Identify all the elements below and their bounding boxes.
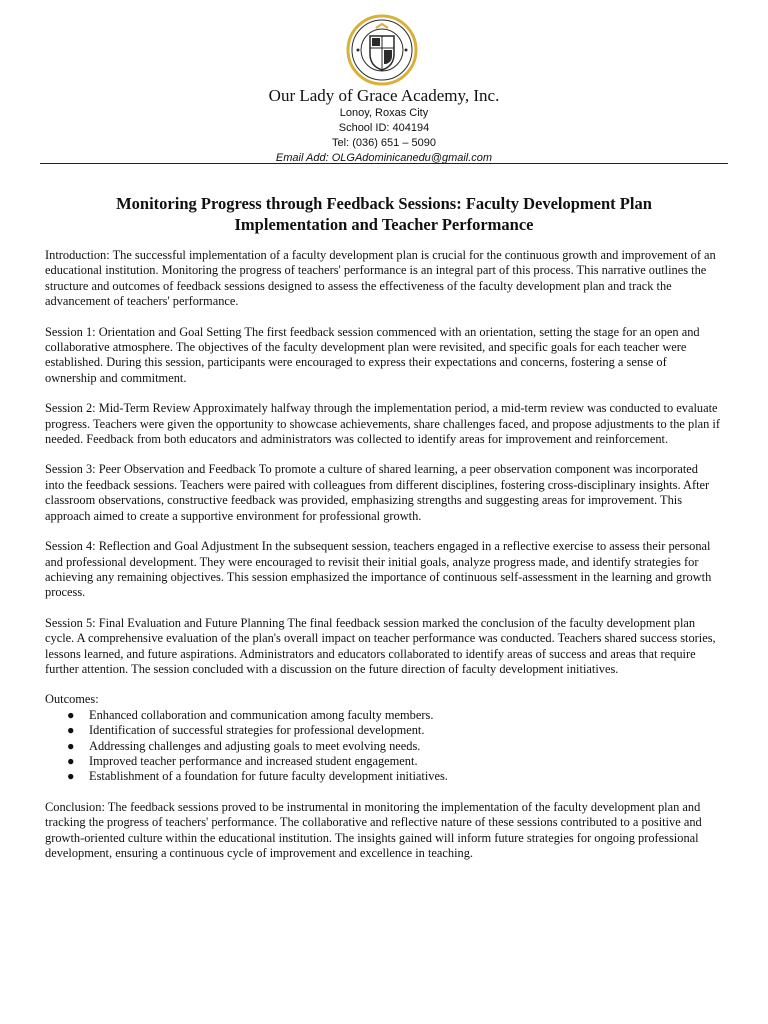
outcomes-heading: Outcomes: bbox=[45, 692, 99, 707]
outcome-text: Addressing challenges and adjusting goals to meet evolving needs. bbox=[89, 738, 421, 753]
school-address: Lonoy, Roxas City bbox=[339, 107, 429, 119]
outcomes-list bbox=[45, 708, 720, 785]
document-body bbox=[45, 248, 720, 876]
session-5-paragraph: Session 5: Final Evaluation and Future Planning The final feedback session marked the conclusion of the faculty development plan cycle. A comprehensive evaluation of the plan's overall impact on teacher performance was conducted. Teachers shared success stories, lessons learned, and future aspirations. Administrators and educators collaborated to identify areas of success and areas that require further attention. The session concluded with a discussion on the future direction of faculty development initiatives. bbox=[45, 615, 716, 676]
school-name: Our Lady of Grace Academy, Inc. bbox=[268, 86, 500, 105]
title-line-1: Monitoring Progress through Feedback Sessions: Faculty Development Plan bbox=[116, 194, 652, 213]
list-item bbox=[67, 707, 720, 723]
list-item bbox=[67, 753, 720, 769]
bullet-icon: ● bbox=[67, 723, 75, 738]
list-item bbox=[67, 738, 720, 754]
bullet-icon: ● bbox=[67, 769, 75, 784]
session-3-paragraph: Session 3: Peer Observation and Feedback To promote a culture of shared learning, a peer observation component was incorporated into the feedback sessions. Teachers were paired with colleagues from different disciplines, fostering cross-disciplinary insights. After classroom observations, constructive feedback was provided, emphasizing strengths and suggesting areas for improvement. This approach aimed to create a supportive environment for professional growth. bbox=[45, 462, 710, 523]
bullet-icon: ● bbox=[67, 707, 75, 722]
session-4-paragraph: Session 4: Reflection and Goal Adjustment In the subsequent session, teachers engaged in a reflective exercise to assess their personal and professional development. They were encouraged to revisit their initial goals, analyze progress made, and identify strategies for achieving any remaining objectives. This session emphasized the importance of continuous self-assessment in the learning and growth process. bbox=[45, 539, 712, 600]
outcome-text: Identification of successful strategies for professional development. bbox=[89, 723, 425, 738]
session-2-paragraph: Session 2: Mid-Term Review Approximately halfway through the implementation period, a mid-term review was conducted to evaluate progress. Teachers were given the opportunity to showcase achievements, share challenges faced, and propose adjustments to the plan if needed. Feedback from both educators and administrators was collected to identify areas for improvement and reinforcement. bbox=[45, 401, 721, 447]
introduction-paragraph: Introduction: The successful implementation of a faculty development plan is crucial for the continuous growth and improvement of an educational institution. Monitoring the progress of teachers' performance is an integral part of this process. This narrative outlines the structure and outcomes of feedback sessions designed to assess the effectiveness of the faculty development plan and track the advancement of teachers' performance. bbox=[45, 248, 716, 309]
outcome-text: Improved teacher performance and increased student engagement. bbox=[89, 753, 418, 768]
session-1-paragraph: Session 1: Orientation and Goal Setting The first feedback session commenced with an orientation, setting the stage for an open and collaborative atmosphere. The objectives of the faculty development plan were revisited, and specific goals for each teacher were established. During this session, participants were encouraged to express their expectations and concerns, fostering a sense of ownership and commitment. bbox=[45, 324, 700, 385]
title-line-2: Implementation and Teacher Performance bbox=[234, 215, 534, 234]
school-id: School ID: 404194 bbox=[338, 122, 430, 134]
school-email: Email Add: OLGAdominicanedu@gmail.com bbox=[275, 152, 493, 164]
outcome-text: Establishment of a foundation for future faculty development initiatives. bbox=[89, 769, 448, 784]
letterhead bbox=[0, 86, 768, 166]
bullet-icon: ● bbox=[67, 753, 75, 768]
school-telephone: Tel: (036) 651 – 5090 bbox=[332, 137, 436, 149]
outcome-text: Enhanced collaboration and communication among faculty members. bbox=[89, 707, 434, 722]
letterhead-divider bbox=[40, 163, 728, 164]
conclusion-paragraph: Conclusion: The feedback sessions proved to be instrumental in monitoring the implementation of the faculty development plan and tracking the progress of teachers' performance. The collaborative and reflective nature of these sessions contributed to a positive and growth-oriented culture within the educational institution. The insights gained will inform future strategies for ongoing professional development, ensuring a continuous cycle of improvement and excellence in teaching. bbox=[45, 799, 702, 860]
document-title bbox=[40, 193, 728, 235]
list-item bbox=[67, 769, 720, 784]
bullet-icon: ● bbox=[67, 738, 75, 753]
school-seal-logo bbox=[346, 14, 418, 86]
list-item bbox=[67, 723, 720, 738]
